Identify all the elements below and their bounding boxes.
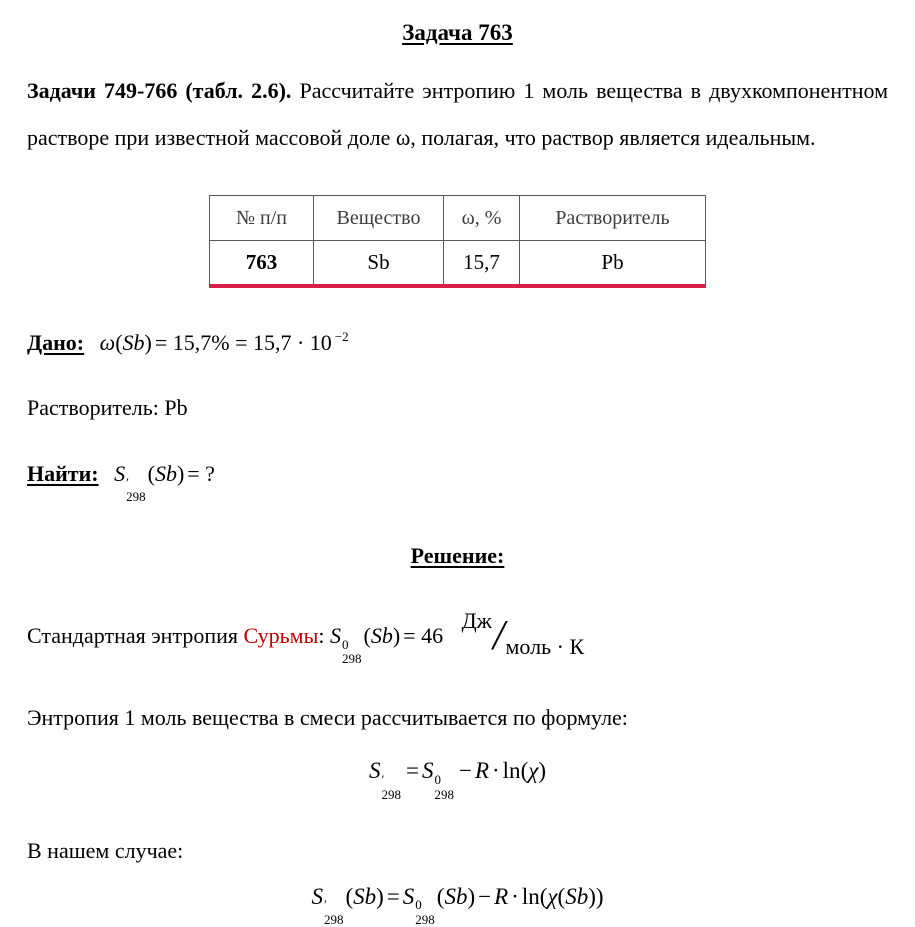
- cell-omega: 15,7: [444, 241, 520, 286]
- case-formula: [311, 883, 604, 927]
- prime-superscript: ′: [323, 897, 327, 913]
- units-numerator: Дж: [461, 608, 492, 634]
- entropy-symbol: S: [311, 883, 323, 909]
- substance-symbol: Sb: [565, 883, 589, 909]
- zero-superscript: 0: [434, 772, 441, 788]
- substance-symbol: Sb: [370, 623, 393, 649]
- case-text-line: В нашем случае:: [27, 837, 184, 863]
- cell-num: 763: [210, 241, 314, 286]
- open-paren: (: [520, 758, 529, 784]
- table-header-row: [210, 196, 706, 241]
- given-label: Дано:: [27, 329, 85, 355]
- mix-text-line: Энтропия 1 моль вещества в смеси рассчитывается по формуле:: [27, 704, 628, 730]
- equals-sign: =: [386, 883, 400, 909]
- table-header-num: № п/п: [210, 196, 314, 241]
- entropy-symbol: S: [421, 758, 434, 784]
- std-value: = 46: [403, 623, 444, 649]
- zero-superscript: 0: [342, 637, 349, 653]
- general-formula: [368, 758, 547, 802]
- find-value: = ?: [187, 461, 215, 487]
- entropy-symbol: S: [368, 758, 381, 784]
- page-title: [27, 20, 888, 46]
- chi-symbol: χ: [528, 758, 539, 784]
- dot-operator: ·: [492, 758, 500, 784]
- substance-symbol: Sb: [122, 329, 145, 355]
- solution-heading-line: [27, 541, 888, 571]
- close-paren: ): [144, 329, 152, 355]
- table-header-omega: ω, %: [444, 196, 520, 241]
- dot-operator: ·: [511, 883, 519, 909]
- open-paren: (: [436, 883, 445, 909]
- close-paren: ): [595, 883, 604, 909]
- open-paren: (: [115, 329, 123, 355]
- intro-bold: Задачи 749-766 (табл. 2.6).: [27, 78, 292, 103]
- given-formula: [100, 330, 349, 355]
- ln-function: ln: [521, 883, 540, 909]
- close-paren: ): [588, 883, 596, 909]
- open-paren: (: [345, 883, 354, 909]
- entropy-symbol: S: [114, 461, 126, 487]
- entropy-scripts: [324, 898, 344, 927]
- open-paren: (: [539, 883, 548, 909]
- open-paren: (: [363, 623, 371, 649]
- std-substance-name: Сурьмы: [243, 623, 319, 649]
- substance-symbol: Sb: [154, 461, 177, 487]
- temp-subscript: 298: [381, 786, 401, 802]
- std-colon: :: [318, 623, 325, 649]
- problem-table: [209, 195, 706, 288]
- prime-superscript: ′: [126, 474, 129, 490]
- table-row: [210, 241, 706, 286]
- case-formula-line: [27, 884, 888, 927]
- find-label: Найти:: [27, 461, 99, 487]
- omega-symbol: ω: [99, 329, 116, 355]
- solvent-line: Растворитель: Pb: [27, 395, 188, 421]
- minus-sign: −: [478, 883, 492, 909]
- open-paren: (: [557, 883, 566, 909]
- units-fraction: [462, 606, 585, 665]
- substance-symbol: Sb: [353, 883, 377, 909]
- find-formula: [114, 461, 218, 505]
- std-prefix: Стандартная энтропия: [27, 623, 239, 649]
- temp-subscript: 298: [323, 911, 344, 927]
- given-exponent: −2: [334, 328, 349, 344]
- entropy-scripts: [434, 773, 454, 802]
- gas-constant-symbol: R: [494, 883, 509, 909]
- close-paren: ): [467, 883, 476, 909]
- temp-subscript: 298: [126, 489, 146, 505]
- open-paren: (: [147, 461, 155, 487]
- general-formula-line: [27, 758, 888, 801]
- equals-sign: =: [405, 758, 419, 784]
- entropy-symbol: S: [330, 623, 342, 649]
- close-paren: ): [376, 883, 384, 909]
- temp-subscript: 298: [434, 786, 454, 802]
- ln-function: ln: [502, 758, 521, 784]
- close-paren: ): [176, 461, 185, 487]
- temp-subscript: 298: [342, 651, 362, 667]
- intro-text: Рассчитайте энтропию 1 моль вещества в двухкомпонентном растворе при известной массовой доле ω, полагая, что раствор является идеальным.: [27, 78, 888, 150]
- close-paren: ): [392, 623, 401, 649]
- given-line: [27, 328, 888, 358]
- fraction-slash: /: [492, 613, 505, 660]
- gas-constant-symbol: R: [474, 758, 489, 784]
- zero-superscript: 0: [415, 897, 422, 913]
- standard-entropy-line: [27, 606, 888, 666]
- entropy-scripts: [342, 638, 362, 667]
- entropy-symbol: S: [402, 883, 415, 909]
- prime-superscript: ′: [381, 772, 385, 788]
- cell-solvent: Pb: [520, 241, 706, 286]
- cell-substance: Sb: [314, 241, 444, 286]
- minus-sign: −: [458, 758, 472, 784]
- table-header-solvent: Растворитель: [520, 196, 706, 241]
- close-paren: ): [538, 758, 547, 784]
- standard-entropy-formula: [330, 623, 446, 667]
- page-title-text: Задача 763: [402, 20, 513, 45]
- entropy-scripts: [381, 773, 401, 802]
- units-denominator: моль · К: [505, 634, 585, 660]
- intro-paragraph: [27, 68, 888, 161]
- solution-heading: Решение:: [410, 542, 505, 568]
- substance-symbol: Sb: [444, 883, 468, 909]
- find-line: [27, 459, 888, 504]
- temp-subscript: 298: [415, 911, 435, 927]
- entropy-scripts: [415, 898, 435, 927]
- table-header-substance: Вещество: [314, 196, 444, 241]
- given-value: = 15,7% = 15,7 · 10: [154, 329, 332, 355]
- entropy-scripts: [126, 476, 146, 505]
- chi-symbol: χ: [547, 883, 558, 909]
